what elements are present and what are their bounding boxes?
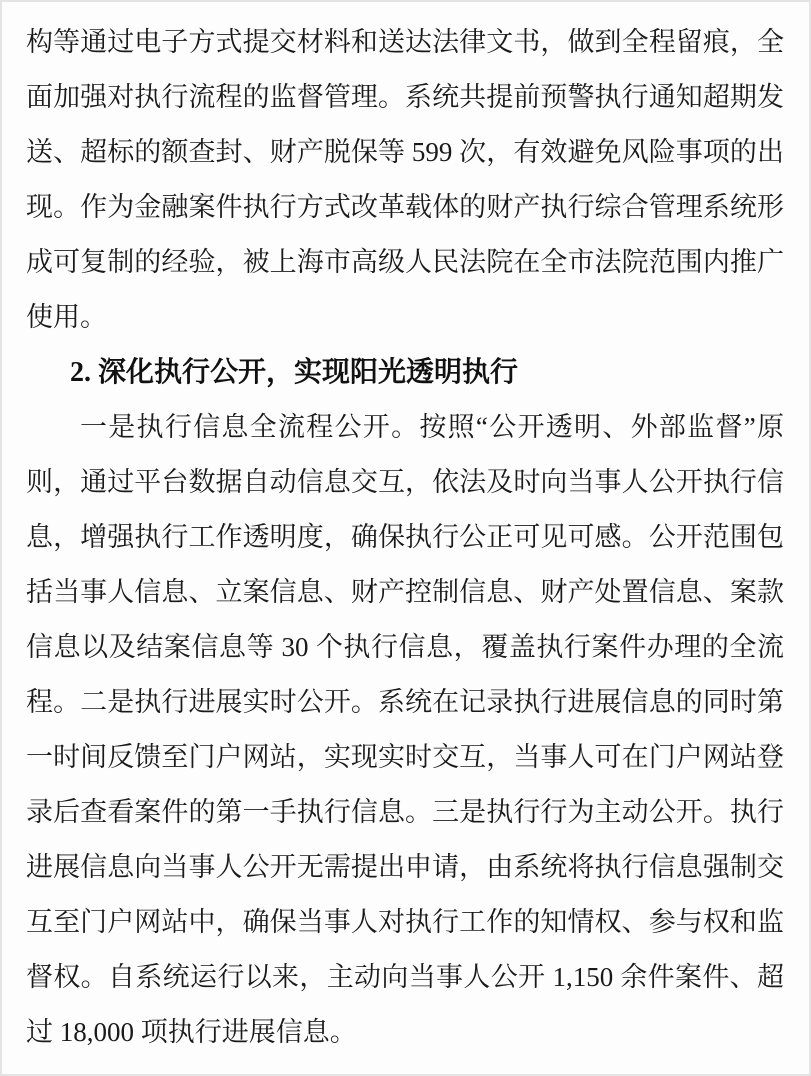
paragraph-line: 进展信息向当事人公开无需提出申请，由系统将执行信息强制交	[26, 852, 784, 882]
paragraph-line: 现。作为金融案件执行方式改革载体的财产执行综合管理系统形	[26, 192, 784, 222]
paragraph-line: 一是执行信息全流程公开。按照“公开透明、外部监督”原	[80, 412, 784, 442]
paragraph-line: 则，通过平台数据自动信息交互，依法及时向当事人公开执行信	[26, 467, 784, 497]
paragraph-line: 录后查看案件的第一手执行信息。三是执行行为主动公开。执行	[26, 797, 784, 827]
paragraph-line: 过 18,000 项执行进展信息。	[26, 1017, 357, 1047]
paragraph-line: 使用。	[26, 302, 107, 332]
paragraph-line: 面加强对执行流程的监督管理。系统共提前预警执行通知超期发	[26, 82, 784, 112]
paragraph-line: 督权。自系统运行以来，主动向当事人公开 1,150 余件案件、超	[26, 962, 784, 992]
section-heading: 2. 深化执行公开，实现阳光透明执行	[70, 357, 519, 388]
paragraph-line: 构等通过电子方式提交材料和送达法律文书，做到全程留痕，全	[26, 27, 784, 57]
paragraph-line: 一时间反馈至门户网站，实现实时交互，当事人可在门户网站登	[26, 742, 784, 772]
paragraph-line: 程。二是执行进展实时公开。系统在记录执行进展信息的同时第	[26, 687, 784, 717]
paragraph-line: 息，增强执行工作透明度，确保执行公正可见可感。公开范围包	[26, 522, 784, 552]
paragraph-line: 送、超标的额查封、财产脱保等 599 次，有效避免风险事项的出	[26, 137, 784, 167]
paragraph-line: 互至门户网站中，确保当事人对执行工作的知情权、参与权和监	[26, 907, 784, 937]
paragraph-line: 成可复制的经验，被上海市高级人民法院在全市法院范围内推广	[26, 247, 784, 277]
paragraph-line: 括当事人信息、立案信息、财产控制信息、财产处置信息、案款	[26, 577, 784, 607]
paragraph-line: 信息以及结案信息等 30 个执行信息，覆盖执行案件办理的全流	[26, 632, 784, 662]
